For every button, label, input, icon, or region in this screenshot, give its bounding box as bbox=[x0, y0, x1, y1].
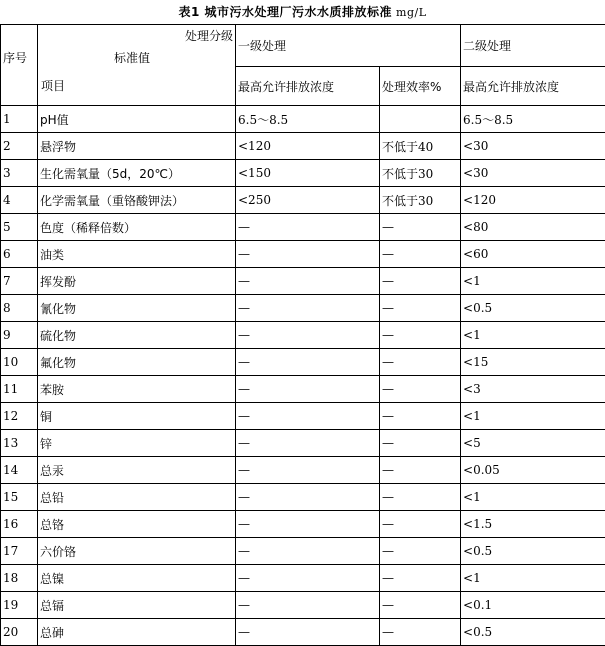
level2-value-cell: <1 bbox=[461, 484, 605, 511]
table-row bbox=[1, 106, 605, 133]
table-row bbox=[1, 160, 605, 187]
efficiency-cell: — bbox=[380, 376, 461, 403]
level1-value-cell: — bbox=[236, 214, 380, 241]
row-number-cell: 6 bbox=[1, 241, 38, 268]
row-number-cell: 5 bbox=[1, 214, 38, 241]
level1-value-cell: — bbox=[236, 322, 380, 349]
item-cell: 化学需氧量（重铬酸钾法） bbox=[38, 187, 236, 214]
level2-value-cell: <80 bbox=[461, 214, 605, 241]
level2-value-cell: 6.5～8.5 bbox=[461, 106, 605, 133]
efficiency-cell: — bbox=[380, 241, 461, 268]
item-cell: 悬浮物 bbox=[38, 133, 236, 160]
level2-value-cell: <120 bbox=[461, 187, 605, 214]
level1-value-cell: — bbox=[236, 430, 380, 457]
seq-header-cell bbox=[1, 25, 38, 106]
level2-value-cell: <1 bbox=[461, 403, 605, 430]
item-cell: 六价铬 bbox=[38, 538, 236, 565]
efficiency-cell: — bbox=[380, 511, 461, 538]
level1-value-cell: — bbox=[236, 538, 380, 565]
row-number-cell: 18 bbox=[1, 565, 38, 592]
table-row bbox=[1, 241, 605, 268]
table-body bbox=[1, 25, 605, 646]
table-row bbox=[1, 349, 605, 376]
level1-value-cell: — bbox=[236, 268, 380, 295]
level1-value-cell: — bbox=[236, 295, 380, 322]
item-cell: 生化需氧量（5d，20℃） bbox=[38, 160, 236, 187]
table-row bbox=[1, 484, 605, 511]
row-number-cell: 3 bbox=[1, 160, 38, 187]
table-row bbox=[1, 592, 605, 619]
std-value-header: 标准值 bbox=[114, 49, 150, 66]
level1-value-cell: — bbox=[236, 484, 380, 511]
level2-value-cell: <30 bbox=[461, 160, 605, 187]
level1-value-cell: <250 bbox=[236, 187, 380, 214]
efficiency-cell: — bbox=[380, 430, 461, 457]
item-cell: 锌 bbox=[38, 430, 236, 457]
efficiency-cell: — bbox=[380, 619, 461, 646]
level2-value-cell: <15 bbox=[461, 349, 605, 376]
item-cell: 总砷 bbox=[38, 619, 236, 646]
item-cell: 油类 bbox=[38, 241, 236, 268]
efficiency-cell: 不低于40 bbox=[380, 133, 461, 160]
row-number-cell: 19 bbox=[1, 592, 38, 619]
table-row bbox=[1, 457, 605, 484]
row-number-cell: 7 bbox=[1, 268, 38, 295]
item-cell: 铜 bbox=[38, 403, 236, 430]
level2-value-cell: <0.1 bbox=[461, 592, 605, 619]
table-row bbox=[1, 403, 605, 430]
efficiency-cell: — bbox=[380, 592, 461, 619]
efficiency-cell: — bbox=[380, 403, 461, 430]
table-row bbox=[1, 565, 605, 592]
table-row bbox=[1, 511, 605, 538]
efficiency-header: 处理效率% bbox=[380, 67, 461, 106]
discharge-standard-table bbox=[0, 24, 605, 646]
table-row bbox=[1, 619, 605, 646]
efficiency-cell: — bbox=[380, 322, 461, 349]
table-row bbox=[1, 214, 605, 241]
seq-header: 序号 bbox=[3, 49, 27, 66]
table-row bbox=[1, 295, 605, 322]
level2-value-cell: <0.05 bbox=[461, 457, 605, 484]
row-number-cell: 14 bbox=[1, 457, 38, 484]
item-cell: 总铅 bbox=[38, 484, 236, 511]
row-number-cell: 12 bbox=[1, 403, 38, 430]
row-number-cell: 9 bbox=[1, 322, 38, 349]
table-row bbox=[1, 268, 605, 295]
level2-value-cell: <3 bbox=[461, 376, 605, 403]
item-cell: 挥发酚 bbox=[38, 268, 236, 295]
efficiency-cell: — bbox=[380, 457, 461, 484]
level1-value-cell: — bbox=[236, 511, 380, 538]
row-number-cell: 17 bbox=[1, 538, 38, 565]
level1-value-cell: — bbox=[236, 376, 380, 403]
row-number-cell: 10 bbox=[1, 349, 38, 376]
level1-value-cell: <120 bbox=[236, 133, 380, 160]
level1-value-cell: — bbox=[236, 592, 380, 619]
item-cell: 苯胺 bbox=[38, 376, 236, 403]
efficiency-cell: 不低于30 bbox=[380, 160, 461, 187]
table-row bbox=[1, 376, 605, 403]
row-number-cell: 20 bbox=[1, 619, 38, 646]
efficiency-cell: — bbox=[380, 349, 461, 376]
efficiency-cell: — bbox=[380, 565, 461, 592]
level1-value-cell: — bbox=[236, 619, 380, 646]
item-cell: 总铬 bbox=[38, 511, 236, 538]
table-title bbox=[0, 0, 605, 24]
row-number-cell: 11 bbox=[1, 376, 38, 403]
level2-value-cell: <60 bbox=[461, 241, 605, 268]
item-cell: 总镍 bbox=[38, 565, 236, 592]
max-discharge-header: 最高允许排放浓度 bbox=[236, 67, 380, 106]
item-cell: 色度（稀释倍数） bbox=[38, 214, 236, 241]
table-row bbox=[1, 133, 605, 160]
table-title-text: 表1 城市污水处理厂污水水质排放标准 bbox=[178, 5, 392, 19]
item-cell: 总镉 bbox=[38, 592, 236, 619]
header-row-1 bbox=[1, 25, 605, 67]
grade-header: 处理分级 bbox=[185, 27, 233, 44]
item-cell: 氟化物 bbox=[38, 349, 236, 376]
table-row bbox=[1, 538, 605, 565]
efficiency-cell: — bbox=[380, 295, 461, 322]
level1-value-cell: 6.5～8.5 bbox=[236, 106, 380, 133]
item-cell: 总汞 bbox=[38, 457, 236, 484]
row-number-cell: 1 bbox=[1, 106, 38, 133]
efficiency-cell: — bbox=[380, 484, 461, 511]
level1-value-cell: — bbox=[236, 565, 380, 592]
efficiency-cell bbox=[380, 106, 461, 133]
level2-header: 二级处理 bbox=[461, 25, 605, 67]
max-discharge2-header: 最高允许排放浓度 bbox=[461, 67, 605, 106]
level2-value-cell: <30 bbox=[461, 133, 605, 160]
table-row bbox=[1, 322, 605, 349]
efficiency-cell: 不低于30 bbox=[380, 187, 461, 214]
level1-value-cell: — bbox=[236, 403, 380, 430]
table-row bbox=[1, 187, 605, 214]
row-number-cell: 13 bbox=[1, 430, 38, 457]
level1-header: 一级处理 bbox=[236, 25, 461, 67]
level2-value-cell: <1 bbox=[461, 268, 605, 295]
row-number-cell: 8 bbox=[1, 295, 38, 322]
level2-value-cell: <1 bbox=[461, 565, 605, 592]
level1-value-cell: — bbox=[236, 349, 380, 376]
row-number-cell: 4 bbox=[1, 187, 38, 214]
table-row bbox=[1, 430, 605, 457]
efficiency-cell: — bbox=[380, 268, 461, 295]
level1-value-cell: — bbox=[236, 457, 380, 484]
row-number-cell: 16 bbox=[1, 511, 38, 538]
level2-value-cell: <5 bbox=[461, 430, 605, 457]
item-cell: pH值 bbox=[38, 106, 236, 133]
level2-value-cell: <1.5 bbox=[461, 511, 605, 538]
table-title-unit: mg/L bbox=[396, 6, 426, 19]
row-number-cell: 2 bbox=[1, 133, 38, 160]
level1-value-cell: — bbox=[236, 241, 380, 268]
level1-value-cell: <150 bbox=[236, 160, 380, 187]
level2-value-cell: <1 bbox=[461, 322, 605, 349]
efficiency-cell: — bbox=[380, 538, 461, 565]
item-header: 项目 bbox=[41, 77, 65, 94]
efficiency-cell: — bbox=[380, 214, 461, 241]
row-number-cell: 15 bbox=[1, 484, 38, 511]
level2-value-cell: <0.5 bbox=[461, 619, 605, 646]
item-cell: 氰化物 bbox=[38, 295, 236, 322]
diagonal-header-cell bbox=[38, 25, 236, 106]
level2-value-cell: <0.5 bbox=[461, 538, 605, 565]
level2-value-cell: <0.5 bbox=[461, 295, 605, 322]
item-cell: 硫化物 bbox=[38, 322, 236, 349]
